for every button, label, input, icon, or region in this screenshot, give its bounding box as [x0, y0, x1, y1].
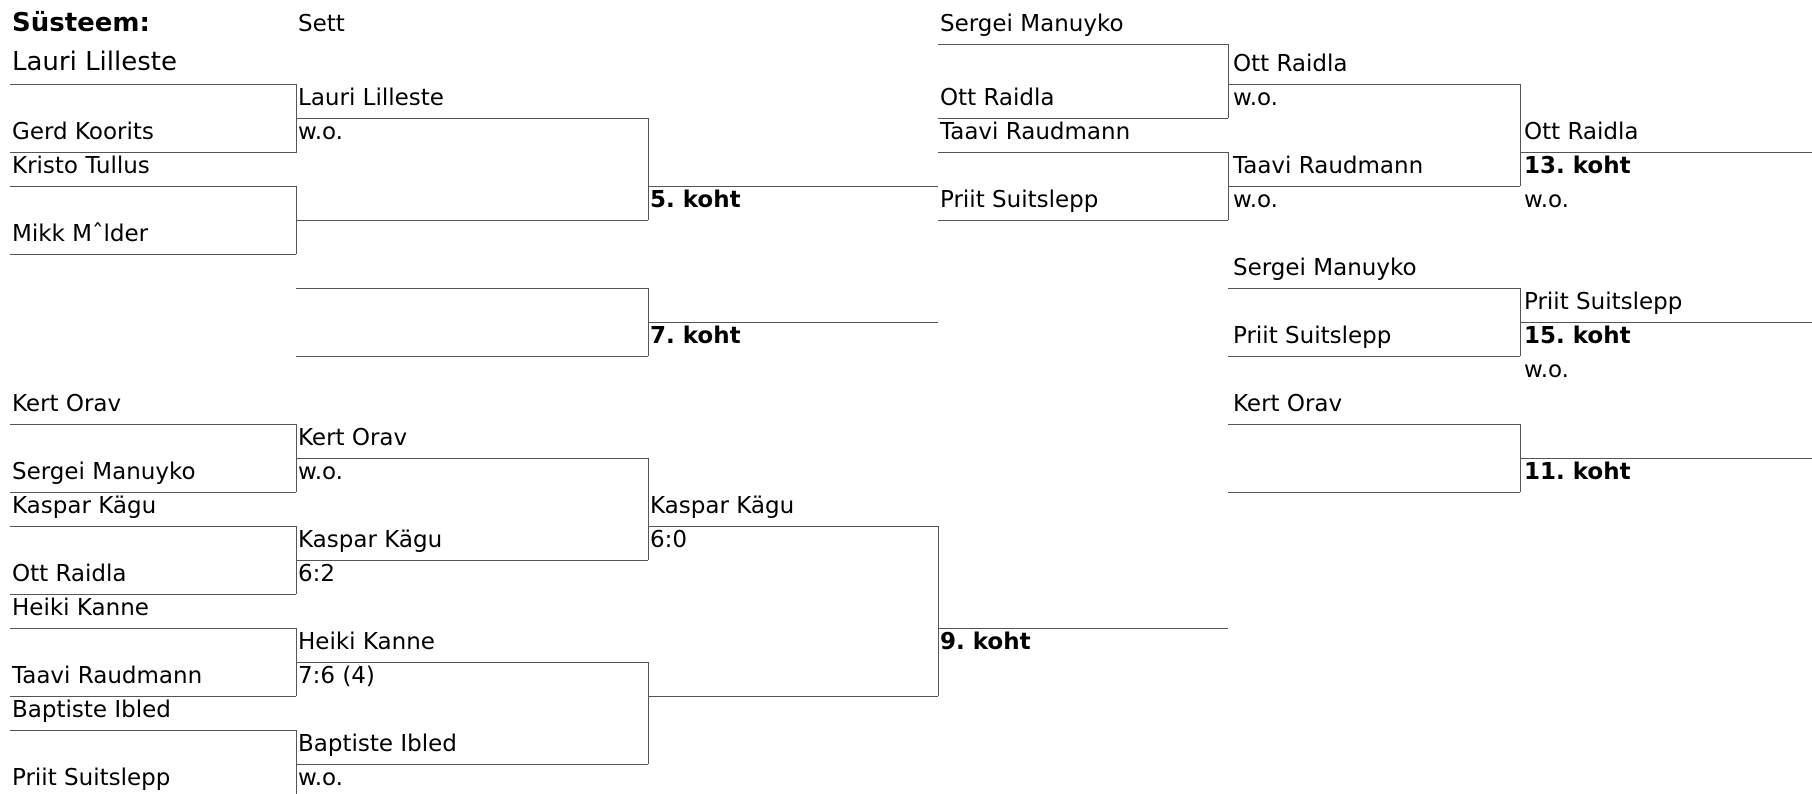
match-score: w.o. — [1524, 357, 1569, 383]
place-label: 5. koht — [650, 187, 741, 213]
match-score: w.o. — [298, 765, 343, 791]
line-winner-slot — [296, 220, 648, 221]
player-name: Priit Suitslepp — [1233, 323, 1392, 349]
match-score: w.o. — [1524, 187, 1569, 213]
match-winner: Priit Suitslepp — [1524, 289, 1683, 315]
match-winner: Heiki Kanne — [298, 629, 435, 655]
match-winner: Taavi Raudmann — [1233, 153, 1424, 179]
match-winner: Kert Orav — [298, 425, 408, 451]
player-name: Taavi Raudmann — [940, 119, 1131, 145]
player-name: Sergei Manuyko — [1233, 255, 1417, 281]
line-seed-slot — [10, 84, 296, 85]
player-name: Heiki Kanne — [12, 595, 149, 621]
place-label: 15. koht — [1524, 323, 1631, 349]
match-winner: Baptiste Ibled — [298, 731, 457, 757]
player-name: Kert Orav — [12, 391, 122, 417]
match-score: 7:6 (4) — [298, 663, 375, 689]
match-winner: Ott Raidla — [1233, 51, 1348, 77]
line-winner-slot — [296, 560, 648, 561]
place-label: 9. koht — [940, 629, 1031, 655]
line-player-slot — [1228, 424, 1520, 425]
line-winner-slot — [296, 118, 648, 119]
player-name: Kristo Tullus — [12, 153, 150, 179]
line-player-slot — [10, 424, 296, 425]
line-player-slot — [10, 730, 296, 731]
player-name: Taavi Raudmann — [12, 663, 203, 689]
player-name: Priit Suitslepp — [12, 765, 171, 791]
line-connector — [648, 458, 649, 560]
player-name: Ott Raidla — [12, 561, 127, 587]
place-label: 13. koht — [1524, 153, 1631, 179]
line-winner-slot — [296, 356, 648, 357]
line-player-slot — [1228, 288, 1520, 289]
match-winner: Kaspar Kägu — [298, 527, 443, 553]
match-score: 6:2 — [298, 561, 336, 587]
player-name: Sergei Manuyko — [12, 459, 196, 485]
match-winner: Kaspar Kägu — [650, 493, 795, 519]
line-winner-slot — [296, 764, 648, 765]
line-winner-slot — [296, 458, 648, 459]
player-name: Mikk Mˆlder — [12, 221, 149, 247]
match-score: w.o. — [298, 459, 343, 485]
line-connector — [648, 118, 649, 220]
player-name: Sergei Manuyko — [940, 11, 1124, 37]
line-player-slot — [1228, 492, 1520, 493]
match-winner: Lauri Lilleste — [298, 85, 444, 111]
player-name: Baptiste Ibled — [12, 697, 171, 723]
line-player-slot — [938, 220, 1228, 221]
match-score: w.o. — [1233, 187, 1278, 213]
player-name: Kaspar Kägu — [12, 493, 157, 519]
place-label: 11. koht — [1524, 459, 1631, 485]
player-name: Priit Suitslepp — [940, 187, 1099, 213]
line-player-slot — [10, 254, 296, 255]
line-player-slot — [10, 526, 296, 527]
system-label: Süsteem: — [12, 8, 150, 38]
line-winner-slot — [648, 696, 938, 697]
line-connector — [1520, 84, 1521, 186]
line-player-slot — [938, 44, 1228, 45]
line-winner-slot — [648, 526, 938, 527]
line-connector — [296, 730, 297, 794]
player-name: Kert Orav — [1233, 391, 1343, 417]
match-score: 6:0 — [650, 527, 688, 553]
player-name: Ott Raidla — [940, 85, 1055, 111]
line-connector — [1228, 44, 1229, 118]
match-score: w.o. — [298, 119, 343, 145]
player-name: Gerd Koorits — [12, 119, 154, 145]
place-label: 7. koht — [650, 323, 741, 349]
line-winner-slot — [296, 288, 648, 289]
match-winner: Ott Raidla — [1524, 119, 1639, 145]
line-player-slot — [10, 628, 296, 629]
match-score: w.o. — [1233, 85, 1278, 111]
line-player-slot — [938, 152, 1228, 153]
round-label: Sett — [298, 11, 345, 37]
line-player-slot — [1228, 356, 1520, 357]
seed-name: Lauri Lilleste — [12, 47, 177, 77]
line-player-slot — [10, 186, 296, 187]
line-connector — [938, 526, 939, 696]
line-connector — [648, 662, 649, 764]
